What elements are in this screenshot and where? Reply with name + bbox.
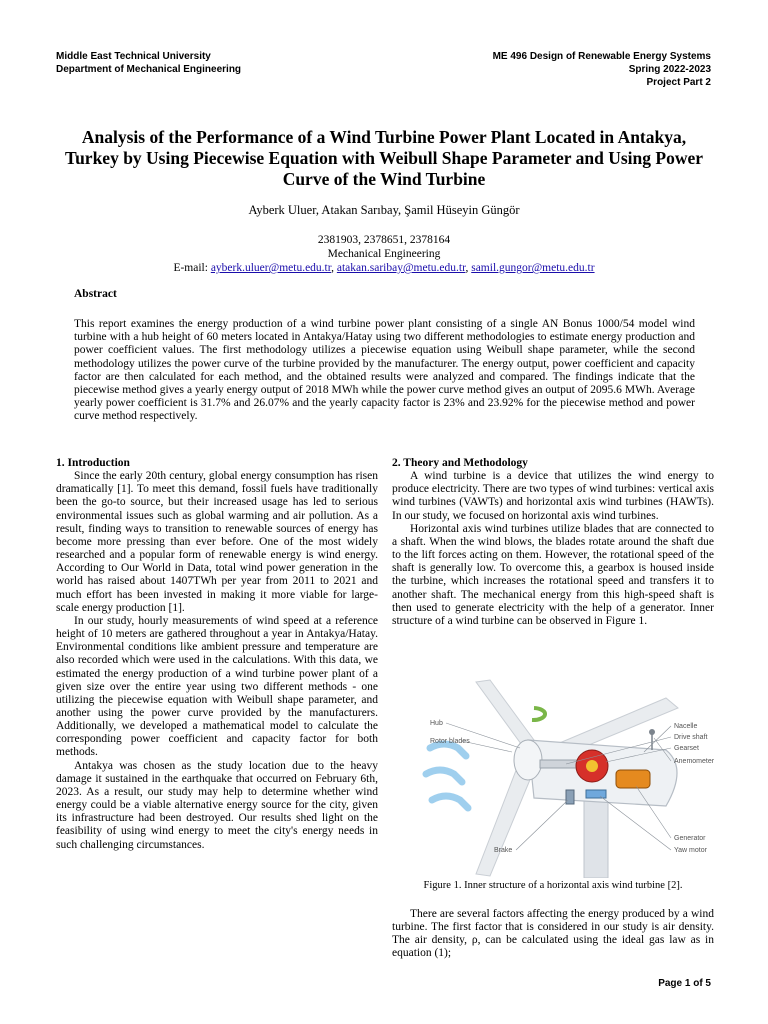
label-brake: Brake bbox=[494, 847, 513, 854]
term: Spring 2022-2023 bbox=[628, 64, 711, 75]
label-hub: Hub bbox=[430, 720, 443, 727]
label-gearset: Gearset bbox=[674, 745, 699, 752]
theory-paragraph-2: Horizontal axis wind turbines utilize blades that are connected to a shaft. When the wind blows, the blades rotate around the shaft due to the lift forces acting on them. However, the rotational speed of the shaft is generally low. To overcome this, a gearbox is housed inside the turbine, which increases the rotational speed and transfers it to another shaft. The mechanical energy from this high-speed shaft is then used to generate electricity with the help of a generator. Inner structure of a wind turbine can be observed in Figure 1. bbox=[392, 522, 714, 627]
label-yaw-motor: Yaw motor bbox=[674, 847, 707, 854]
theory-paragraph-3: There are several factors affecting the energy produced by a wind turbine. The first factor that is considered in our study is air density. The air density, ρ, can be calculated using the ideal gas law as in equation (1); bbox=[392, 908, 714, 960]
right-column bbox=[392, 457, 714, 628]
email-link-3[interactable]: samil.gungor@metu.edu.tr bbox=[471, 262, 595, 274]
department-name: Department of Mechanical Engineering bbox=[56, 64, 242, 75]
left-column bbox=[56, 457, 378, 852]
project-part: Project Part 2 bbox=[646, 77, 711, 88]
label-drive-shaft: Drive shaft bbox=[674, 734, 708, 741]
affiliation: Mechanical Engineering bbox=[327, 248, 441, 260]
theory-heading: 2. Theory and Methodology bbox=[392, 457, 528, 469]
header-right bbox=[493, 50, 711, 89]
brake-icon bbox=[566, 790, 574, 804]
email-prefix: E-mail: bbox=[173, 262, 211, 274]
theory-paragraph-1: A wind turbine is a device that utilizes the wind energy to produce electricity. There are two types of wind turbines: vertical axis wind turbines (VAWTs) and horizontal axis wind turbines (HAWTs). In our study, we focused on horizontal axis wind turbines. bbox=[392, 470, 714, 522]
intro-heading: 1. Introduction bbox=[56, 457, 130, 469]
email-link-1[interactable]: ayberk.uluer@metu.edu.tr bbox=[210, 262, 332, 274]
email-separator: , bbox=[465, 262, 472, 274]
abstract-text: This report examines the energy production of a wind turbine power plant consisting of a single AN Bonus 1000/54 model wind turbine with a hub height of 60 meters located in Antakya/Hatay using two different methodologies to estimate energy production and power coefficient values. The first methodology utilizes a piecewise equation using Weibull shape parameter, while the second methodology utilizes the power curve of the turbine provided by the manufacturer. The energy output, power coefficient and capacity factor are then calculated for each method, and the obtained results were analyzed and compared. The findings indicate that the piecewise method gives a yearly energy output of 2018 MWh while the power curve method gives an output of 2095.6 MWh. Average yearly power coefficient is 31.7% and 26.07% and the yearly capacity factor is 23% and 23.92% for the piecewise method and power curve method respectively. bbox=[74, 318, 695, 423]
intro-paragraph-3: Antakya was chosen as the study location due to the heavy damage it sustained in the earthquake that occurred on February 6th, 2023. As a result, our study may help to determine whether wind energy could be a viable alternative energy source for the city, given its infrastructure had been destroyed. Our results shed light on the feasibility of using wind energy to meet the city's energy needs in such challenging circumstances. bbox=[56, 759, 378, 851]
wind-turbine-figure bbox=[416, 678, 716, 878]
generator-icon bbox=[616, 770, 650, 788]
author-info bbox=[0, 233, 768, 275]
student-ids: 2381903, 2378651, 2378164 bbox=[317, 234, 451, 246]
university-name: Middle East Technical University bbox=[56, 51, 211, 62]
intro-paragraph-2: In our study, hourly measurements of wind speed at a reference height of 10 meters are gathered throughout a year in Antakya/Hatay. Environmental conditions like ambient pressure and temperature are also recorded which were used in the calculations. With this data, we estimated the energy production of a wind turbine power plant of a given size over the entire year using two different methods - one utilizing the piecewise equation with Weibull shape parameter, and another using the power curve provided by the manufacturers. Additionally, we developed a mathematical model to calculate the corresponding power coefficient and capacity factor for both methods. bbox=[56, 614, 378, 759]
intro-paragraph-1: Since the early 20th century, global energy consumption has risen dramatically [1]. To meet this demand, fossil fuels have traditionally been the go-to source, but their increased usage has led to serious environmental issues such as global warming and air pollution. As a result, finding ways to transition to renewable sources of energy has become more pressing than ever before. One of the most widely researched and a popular form of renewable energy is wind energy. According to Our World in Data, total wind power generation in the world has raised about 1407TWh per year from 2011 to 2021 and much effort has been invested in making it more viable for large-scale energy production [1]. bbox=[56, 470, 378, 614]
hub-icon bbox=[514, 740, 542, 780]
tower-icon bbox=[584, 796, 608, 878]
anemometer-cup-icon bbox=[649, 729, 655, 735]
abstract-heading: Abstract bbox=[74, 288, 117, 300]
yaw-motor-icon bbox=[586, 790, 606, 798]
right-column-continued bbox=[392, 908, 714, 961]
gear-hub-icon bbox=[586, 760, 598, 772]
email-link-2[interactable]: atakan.saribay@metu.edu.tr bbox=[336, 262, 466, 274]
paper-title: Analysis of the Performance of a Wind Turbine Power Plant Located in Antakya, Turkey by Using Piecewise Equation with Weibull Shape Parameter and Using Power Curve of the Wind Turbine bbox=[65, 127, 703, 189]
page-number: Page 1 of 5 bbox=[658, 978, 711, 989]
label-anemometer: Anemometer bbox=[674, 758, 715, 765]
label-generator: Generator bbox=[674, 835, 706, 842]
email-separator: , bbox=[331, 262, 337, 274]
wind-arrows-icon bbox=[426, 744, 468, 808]
drive-shaft-icon bbox=[540, 760, 580, 768]
header-left bbox=[56, 50, 241, 76]
rotation-arrow-icon bbox=[532, 708, 545, 720]
label-nacelle: Nacelle bbox=[674, 723, 698, 730]
label-rotor-blades: Rotor blades bbox=[430, 738, 470, 745]
course-name: ME 496 Design of Renewable Energy Systems bbox=[492, 51, 711, 62]
figure-caption: Figure 1. Inner structure of a horizontal axis wind turbine [2]. bbox=[423, 880, 683, 891]
email-line bbox=[0, 261, 768, 275]
author-list: Ayberk Uluer, Atakan Sarıbay, Şamil Hüseyin Güngör bbox=[248, 203, 520, 217]
